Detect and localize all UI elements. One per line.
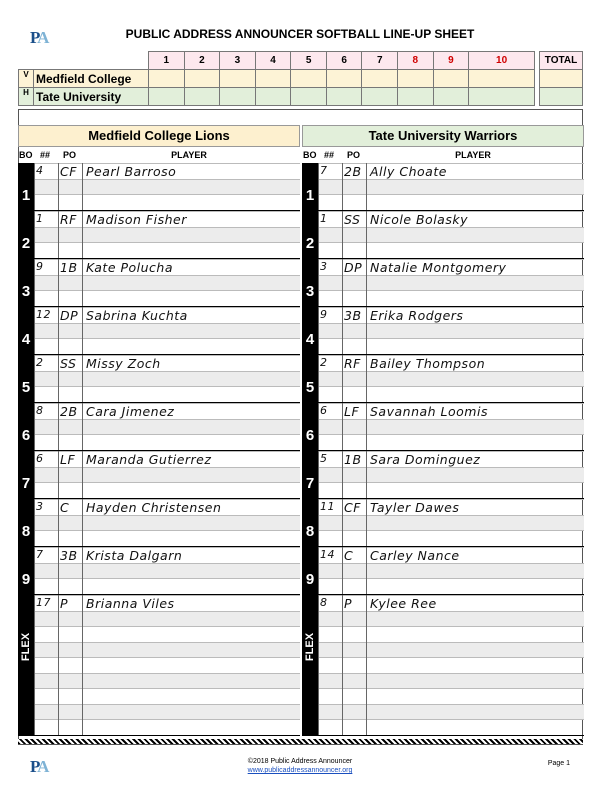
position[interactable]: LF [344,404,360,419]
column-divider [342,595,343,735]
row-line [18,242,300,259]
row-line [18,578,300,595]
lineup-row [302,451,584,499]
batting-order-cell [302,163,318,210]
footer-logo: PA [30,757,48,776]
column-header [302,147,584,163]
flex-row [18,595,300,736]
visitor-score-cell[interactable] [184,70,220,88]
lineup-row [18,403,300,451]
column-divider [318,547,319,594]
batting-order-cell [302,307,318,354]
position[interactable]: 1B [60,260,78,275]
jersey-number[interactable]: 7 [320,164,328,177]
lineup-row [302,307,584,355]
position[interactable]: C [344,548,354,563]
player-name[interactable]: Kylee Ree [370,596,437,611]
batting-order-cell [18,307,34,354]
jersey-number[interactable]: 6 [36,452,44,465]
batting-order-number: 2 [305,235,315,252]
column-divider [342,163,343,210]
row-line [302,563,584,580]
visitor-score-cell[interactable] [291,70,327,88]
inning-2: 2 [184,52,220,70]
position[interactable]: CF [344,500,361,515]
batting-order-number: 1 [305,187,315,204]
jersey-number[interactable]: 2 [320,356,328,369]
home-score-cell[interactable] [469,88,535,106]
lineup-row [18,163,300,211]
jersey-number[interactable]: 3 [320,260,328,273]
jersey-number[interactable]: 1 [320,212,328,225]
column-divider [366,307,367,354]
batting-order-number: 2 [21,235,31,252]
batting-order-number: 7 [21,475,31,492]
column-divider [366,499,367,546]
column-divider [58,403,59,450]
column-divider [82,307,83,354]
row-line [18,179,300,196]
jersey-number[interactable]: 7 [36,548,44,561]
player-name[interactable]: Nicole Bolasky [370,212,468,227]
footer [0,758,600,774]
batting-order-number: 4 [305,331,315,348]
batting-order-number: 8 [305,523,315,540]
batting-order-cell [18,163,34,210]
home-score-cell[interactable] [326,88,362,106]
logo: PA [30,28,48,47]
lineup-row [18,451,300,499]
row-line [302,371,584,388]
column-divider [342,499,343,546]
flex-label: FLEX [304,632,317,662]
row-line [302,386,584,403]
lineup-row [18,547,300,595]
position[interactable]: CF [60,164,77,179]
visitor-row [19,70,583,88]
lineup-grid [302,163,584,736]
row-line [18,467,300,484]
batting-order-number: 9 [21,571,31,588]
page-number: Page 1 [547,760,570,767]
row-line [18,194,300,211]
inning-6: 6 [326,52,362,70]
inning-1: 1 [149,52,185,70]
row-line [18,626,300,643]
home-score-cell[interactable] [291,88,327,106]
row-line [302,179,584,196]
row-line [302,611,584,628]
position[interactable]: C [60,500,70,515]
num-header: ## [40,150,51,160]
column-divider [58,451,59,498]
column-divider [342,307,343,354]
column-divider [318,403,319,450]
player-name[interactable]: Sara Dominguez [370,452,481,467]
lineup-row [18,355,300,403]
row-line [18,657,300,674]
column-divider [318,307,319,354]
row-line [302,467,584,484]
frame-border-pattern [18,739,583,744]
jersey-number[interactable]: 17 [36,596,51,609]
batting-order-cell [302,211,318,258]
player-name[interactable]: Pearl Barroso [86,164,177,179]
player-name[interactable]: Maranda Gutierrez [86,452,212,467]
lineup-row [18,211,300,259]
total-header: TOTAL [540,52,583,70]
home-score-cell[interactable] [255,88,291,106]
jersey-number[interactable]: 14 [320,548,335,561]
column-divider [366,451,367,498]
column-divider [318,259,319,306]
column-divider [58,211,59,258]
visitor-score-cell[interactable] [326,70,362,88]
column-divider [34,211,35,258]
column-divider [318,355,319,402]
column-divider [82,547,83,594]
row-line [18,434,300,451]
position[interactable]: SS [344,212,361,227]
lineup-row [302,499,584,547]
column-divider [82,211,83,258]
home-score-cell[interactable] [184,88,220,106]
column-divider [342,403,343,450]
player-header: PLAYER [171,150,207,160]
inning-10: 10 [469,52,535,70]
batting-order-cell [18,355,34,402]
batting-order-number: 6 [305,427,315,444]
column-divider [34,163,35,210]
row-line [18,611,300,628]
row-line [18,386,300,403]
column-divider [342,355,343,402]
flex-label-cell [18,595,34,735]
column-divider [366,259,367,306]
inning-3: 3 [220,52,256,70]
column-divider [34,259,35,306]
column-divider [58,259,59,306]
batting-order-number: 3 [305,283,315,300]
batting-order-number: 1 [21,187,31,204]
player-name[interactable]: Bailey Thompson [370,356,486,371]
column-divider [34,595,35,735]
row-line [18,482,300,499]
batting-order-number: 4 [21,331,31,348]
player-name[interactable]: Missy Zoch [86,356,161,371]
home-score-cell[interactable] [362,88,398,106]
position[interactable]: DP [344,260,363,275]
column-divider [366,403,367,450]
bo-header: BO [19,150,33,160]
player-name[interactable]: Tayler Dawes [370,500,460,515]
po-header: PO [63,150,77,160]
batting-order-cell [302,403,318,450]
row-line [302,530,584,547]
row-line [18,338,300,355]
row-line [302,578,584,595]
column-divider [82,403,83,450]
row-line [302,194,584,211]
batting-order-cell [18,547,34,594]
visitor-score-cell[interactable] [255,70,291,88]
lineup-row [302,547,584,595]
inning-7: 7 [362,52,398,70]
row-line [302,688,584,705]
player-name[interactable]: Madison Fisher [86,212,187,227]
lineup-row [18,499,300,547]
row-line [18,719,300,736]
column-divider [366,211,367,258]
row-line [18,688,300,705]
column-divider [342,451,343,498]
column-divider [318,499,319,546]
column-divider [58,163,59,210]
player-name[interactable]: Sabrina Kuchta [86,308,188,323]
bo-header: BO [303,150,317,160]
row-line [302,515,584,532]
column-divider [366,355,367,402]
row-line [302,290,584,307]
row-line [18,530,300,547]
player-name[interactable]: Kate Polucha [86,260,174,275]
batting-order-number: 9 [305,571,315,588]
row-line [302,227,584,244]
lineup-panel-home [302,125,584,736]
batting-order-number: 7 [305,475,315,492]
row-line [302,323,584,340]
player-name[interactable]: Erika Rodgers [370,308,464,323]
column-divider [318,163,319,210]
row-line [302,642,584,659]
home-total-cell[interactable] [540,88,583,106]
column-divider [58,547,59,594]
inning-5: 5 [291,52,327,70]
column-divider [318,211,319,258]
row-line [18,704,300,721]
row-line [18,227,300,244]
row-line [302,657,584,674]
lineup-row [18,307,300,355]
batting-order-cell [18,211,34,258]
batting-order-cell [302,499,318,546]
row-line [302,719,584,736]
row-line [302,338,584,355]
scoreboard-header-row [19,52,583,70]
flex-label-cell [302,595,318,735]
batting-order-cell [18,451,34,498]
player-name[interactable]: Krista Dalgarn [86,548,183,563]
batting-order-number: 6 [21,427,31,444]
jersey-number[interactable]: 6 [320,404,328,417]
row-line [18,290,300,307]
home-row [19,88,583,106]
jersey-number[interactable]: 9 [36,260,44,273]
batting-order-number: 8 [21,523,31,540]
player-name[interactable]: Natalie Montgomery [370,260,507,275]
home-tag: H [19,88,34,106]
jersey-number[interactable]: 3 [36,500,44,513]
jersey-number[interactable]: 1 [36,212,44,225]
batting-order-number: 5 [21,379,31,396]
batting-order-cell [302,355,318,402]
visitor-score-cell[interactable] [469,70,535,88]
row-line [302,434,584,451]
column-divider [82,499,83,546]
position[interactable]: 2B [344,164,362,179]
visitor-score-cell[interactable] [362,70,398,88]
player-name[interactable]: Ally Choate [370,164,447,179]
column-divider [34,499,35,546]
column-divider [34,355,35,402]
position[interactable]: 2B [60,404,78,419]
position[interactable]: RF [60,212,77,227]
position[interactable]: RF [344,356,361,371]
copyright: ©2018 Public Address Announcer [247,758,353,765]
flex-row [302,595,584,736]
visitor-score-cell[interactable] [220,70,256,88]
row-line [302,704,584,721]
website-link[interactable]: www.publicaddressannouncer.org [247,767,353,774]
batting-order-cell [302,451,318,498]
batting-order-cell [18,259,34,306]
row-line [18,419,300,436]
flex-label: FLEX [20,632,33,662]
column-divider [82,355,83,402]
scoreboard [18,51,583,106]
lineup-panel-visitor [18,125,300,736]
position[interactable]: P [344,596,353,611]
column-divider [366,547,367,594]
column-divider [58,355,59,402]
jersey-number[interactable]: 11 [320,500,335,513]
team-banner: Medfield College Lions [18,125,300,147]
player-name[interactable]: Cara Jimenez [86,404,175,419]
row-line [18,515,300,532]
column-divider [58,307,59,354]
player-name[interactable]: Savannah Loomis [370,404,488,419]
home-score-cell[interactable] [220,88,256,106]
row-line [302,275,584,292]
lineup-row [18,259,300,307]
player-name[interactable]: Brianna Viles [86,596,175,611]
column-divider [58,595,59,735]
column-divider [34,307,35,354]
player-header: PLAYER [455,150,491,160]
column-divider [34,451,35,498]
inning-4: 4 [255,52,291,70]
row-line [18,563,300,580]
visitor-score-cell[interactable] [398,70,434,88]
column-divider [366,595,367,735]
column-divider [82,259,83,306]
visitor-score-cell[interactable] [433,70,469,88]
lineup-row [302,355,584,403]
column-divider [34,547,35,594]
row-line [302,673,584,690]
column-divider [34,403,35,450]
position[interactable]: 3B [344,308,362,323]
visitor-team-name: Medfield College [34,70,149,88]
jersey-number[interactable]: 5 [320,452,328,465]
column-divider [318,451,319,498]
home-score-cell[interactable] [398,88,434,106]
num-header: ## [324,150,335,160]
visitor-total-cell[interactable] [540,70,583,88]
page-title: PUBLIC ADDRESS ANNOUNCER SOFTBALL LINE-UP SHEET [125,27,475,41]
row-line [302,626,584,643]
jersey-number[interactable]: 8 [320,596,328,609]
row-line [302,482,584,499]
column-divider [342,211,343,258]
lineup-grid [18,163,300,736]
visitor-tag: V [19,70,34,88]
column-header [18,147,300,163]
row-line [18,323,300,340]
lineup-row [302,211,584,259]
visitor-score-cell[interactable] [149,70,185,88]
home-team-name: Tate University [34,88,149,106]
column-divider [342,259,343,306]
batting-order-number: 3 [21,283,31,300]
column-divider [318,595,319,735]
column-divider [82,595,83,735]
position[interactable]: DP [60,308,79,323]
player-name[interactable]: Hayden Christensen [86,500,222,515]
lineup-row [302,163,584,211]
home-score-cell[interactable] [149,88,185,106]
row-line [18,673,300,690]
column-divider [342,547,343,594]
row-line [302,419,584,436]
batting-order-cell [18,499,34,546]
row-line [18,275,300,292]
row-line [18,371,300,388]
position[interactable]: 1B [344,452,362,467]
home-score-cell[interactable] [433,88,469,106]
column-divider [58,499,59,546]
jersey-number[interactable]: 8 [36,404,44,417]
lineup-row [302,403,584,451]
position[interactable]: SS [60,356,77,371]
batting-order-cell [302,259,318,306]
column-divider [366,163,367,210]
lineup-row [302,259,584,307]
jersey-number[interactable]: 2 [36,356,44,369]
batting-order-cell [18,403,34,450]
team-banner: Tate University Warriors [302,125,584,147]
inning-9: 9 [433,52,469,70]
batting-order-number: 5 [305,379,315,396]
column-divider [82,163,83,210]
jersey-number[interactable]: 12 [36,308,51,321]
row-line [18,642,300,659]
position[interactable]: P [60,596,69,611]
po-header: PO [347,150,361,160]
batting-order-cell [302,547,318,594]
position[interactable]: 3B [60,548,78,563]
player-name[interactable]: Carley Nance [370,548,460,563]
inning-8: 8 [398,52,434,70]
jersey-number[interactable]: 4 [36,164,44,177]
column-divider [82,451,83,498]
row-line [302,242,584,259]
jersey-number[interactable]: 9 [320,308,328,321]
position[interactable]: LF [60,452,76,467]
